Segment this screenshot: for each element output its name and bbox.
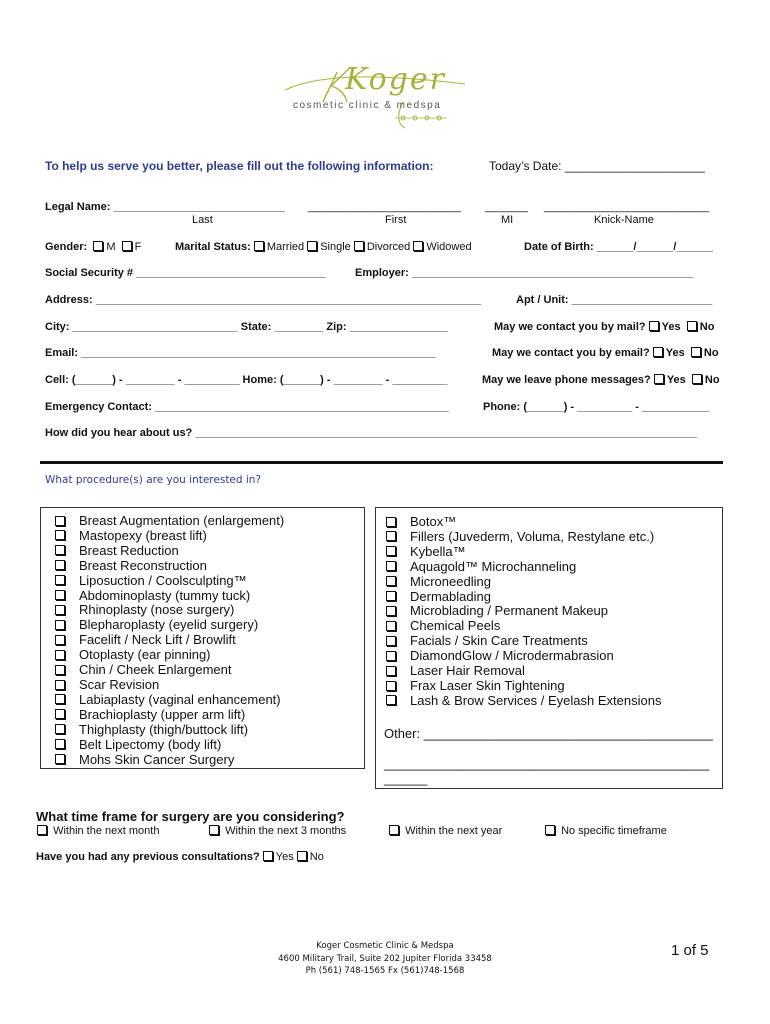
logo-subtitle: cosmetic clinic & medspa	[293, 100, 442, 111]
consult-yes-checkbox[interactable]	[263, 851, 273, 861]
procedures-left-list	[55, 514, 284, 767]
procedure-left-checkbox[interactable]	[55, 724, 65, 734]
procedure-left-item[interactable]	[55, 708, 284, 723]
mail-contact-question	[494, 321, 714, 333]
procedure-right-item[interactable]	[386, 575, 661, 590]
phone-no-checkbox[interactable]	[692, 374, 702, 384]
todays-date-field[interactable]: Today’s Date: _____________________	[489, 159, 705, 173]
procedure-left-item[interactable]	[55, 648, 284, 663]
email-question-label: May we contact you by email?	[492, 347, 650, 359]
procedure-left-checkbox[interactable]	[55, 709, 65, 719]
procedure-right-label: Kybella™	[410, 543, 466, 559]
email-field[interactable]: Email: __________________________________________________________	[45, 347, 436, 359]
phone-no-label: No	[704, 374, 720, 386]
dob-field[interactable]: Date of Birth: ______/______/______	[524, 241, 713, 253]
procedure-right-checkbox[interactable]	[386, 576, 396, 586]
consult-yes-label: Yes	[275, 851, 294, 863]
procedure-right-label: Dermablading	[410, 588, 491, 604]
timeframe-heading: What time frame for surgery are you considering?	[36, 809, 345, 824]
consult-no-label: No	[309, 851, 324, 863]
procedure-right-label: Laser Hair Removal	[410, 663, 525, 679]
timeframe-option-none[interactable]	[545, 825, 667, 837]
procedure-left-item[interactable]	[55, 589, 284, 604]
procedure-left-label: Abdominoplasty (tummy tuck)	[79, 587, 251, 603]
procedure-left-checkbox[interactable]	[55, 650, 65, 660]
marital-divorced-checkbox[interactable]	[354, 241, 364, 251]
ssn-field[interactable]: Social Security # _______________________________	[45, 267, 326, 279]
email-contact-question	[492, 347, 719, 359]
section-divider	[40, 461, 723, 464]
procedure-left-item[interactable]	[55, 678, 284, 693]
procedure-right-label: Aquagold™ Microchanneling	[410, 558, 577, 574]
mail-no-checkbox[interactable]	[687, 321, 697, 331]
timeframe-option-month[interactable]	[37, 825, 159, 837]
procedure-left-label: Liposuction / Coolsculpting™	[79, 572, 247, 588]
procedure-right-item[interactable]	[386, 515, 661, 530]
gender-f-label: F	[134, 241, 142, 253]
procedure-left-item[interactable]	[55, 723, 284, 738]
procedure-left-item[interactable]	[55, 559, 284, 574]
marital-married-label: Married	[266, 241, 305, 253]
procedure-right-label: Lash & Brow Services / Eyelash Extensions	[410, 692, 662, 708]
footer-name: Koger Cosmetic Clinic & Medspa	[316, 941, 454, 951]
procedure-left-label: Breast Augmentation (enlargement)	[79, 513, 285, 528]
legal-name-last-field[interactable]: Legal Name: ____________________________	[45, 201, 285, 213]
procedure-right-item[interactable]	[386, 679, 661, 694]
procedure-left-checkbox[interactable]	[55, 590, 65, 600]
apt-field[interactable]: Apt / Unit: _______________________	[516, 294, 713, 306]
marital-row	[175, 241, 472, 253]
procedure-left-label: Blepharoplasty (eyelid surgery)	[79, 617, 259, 633]
gender-label: Gender:	[45, 241, 88, 253]
procedure-right-item[interactable]	[386, 590, 661, 605]
consultations-question	[36, 851, 324, 863]
procedure-left-checkbox[interactable]	[55, 694, 65, 704]
procedure-left-item[interactable]	[55, 603, 284, 618]
procedure-right-label: Botox™	[410, 514, 457, 529]
procedure-left-label: Rhinoplasty (nose surgery)	[79, 602, 235, 618]
procedure-left-item[interactable]	[55, 663, 284, 678]
procedure-left-label: Scar Revision	[79, 676, 160, 692]
procedure-left-checkbox[interactable]	[55, 605, 65, 615]
procedure-right-label: Facials / Skin Care Treatments	[410, 633, 588, 649]
marital-divorced-label: Divorced	[366, 241, 411, 253]
procedure-right-item[interactable]	[386, 649, 661, 664]
email-no-checkbox[interactable]	[691, 347, 701, 357]
procedure-right-item[interactable]	[386, 604, 661, 619]
marital-single-label: Single	[320, 241, 351, 253]
procedure-right-item[interactable]	[386, 545, 661, 560]
procedures-heading: What procedure(s) are you interested in?	[45, 474, 262, 486]
procedure-right-checkbox[interactable]	[386, 681, 396, 691]
legal-name-nick-field[interactable]: ___________________________	[544, 201, 710, 213]
procedure-left-checkbox[interactable]	[55, 680, 65, 690]
timeframe-year-checkbox[interactable]	[389, 825, 399, 835]
gender-f-checkbox[interactable]	[122, 241, 132, 251]
procedure-left-item[interactable]	[55, 514, 284, 529]
procedure-left-checkbox[interactable]	[55, 665, 65, 675]
procedure-left-item[interactable]	[55, 529, 284, 544]
last-caption: Last	[192, 214, 213, 226]
procedure-right-label: Microneedling	[410, 573, 491, 589]
procedure-left-checkbox[interactable]	[55, 516, 65, 526]
logo-script: Koger	[345, 62, 446, 97]
intro-prompt: To help us serve you better, please fill out the following information:	[45, 159, 434, 173]
procedure-left-label: Brachioplasty (upper arm lift)	[79, 706, 246, 722]
other-procedure-field[interactable]: Other: ________________________________________	[384, 726, 713, 741]
procedure-left-checkbox[interactable]	[55, 575, 65, 585]
procedure-right-checkbox[interactable]	[386, 561, 396, 571]
mail-yes-checkbox[interactable]	[649, 321, 659, 331]
procedure-left-item[interactable]	[55, 753, 284, 768]
nick-caption: Knick-Name	[594, 214, 654, 226]
procedure-right-item[interactable]	[386, 560, 661, 575]
mi-caption: MI	[501, 214, 514, 226]
timeframe-month-checkbox[interactable]	[37, 825, 47, 835]
timeframe-option-year[interactable]	[389, 825, 502, 837]
city-state-zip-field[interactable]: City: ___________________________ State: ________ Zip: ________________	[45, 321, 448, 333]
phone-yes-checkbox[interactable]	[654, 374, 664, 384]
procedures-right-list	[386, 515, 661, 709]
procedure-left-label: Labiaplasty (vaginal enhancement)	[79, 691, 281, 707]
address-field[interactable]: Address: _______________________________________________________________	[45, 294, 482, 306]
procedure-left-label: Breast Reconstruction	[79, 557, 207, 573]
procedure-right-item[interactable]	[386, 634, 661, 649]
procedure-right-checkbox[interactable]	[386, 651, 396, 661]
procedure-left-checkbox[interactable]	[55, 754, 65, 764]
timeframe-none-checkbox[interactable]	[545, 825, 555, 835]
procedure-left-checkbox[interactable]	[55, 530, 65, 540]
email-yes-checkbox[interactable]	[653, 347, 663, 357]
email-yes-label: Yes	[665, 347, 685, 359]
timeframe-3months-label: Within the next 3 months	[225, 825, 347, 837]
procedure-left-checkbox[interactable]	[55, 739, 65, 749]
procedure-right-label: Microblading / Permanent Makeup	[410, 603, 608, 619]
legal-name-first-field[interactable]: _________________________	[308, 201, 461, 213]
marital-widowed-checkbox[interactable]	[413, 241, 423, 251]
timeframe-3months-checkbox[interactable]	[209, 825, 219, 835]
hear-about-field[interactable]: How did you hear about us? __________________________________________________________________________________	[45, 427, 697, 439]
procedure-left-item[interactable]	[55, 544, 284, 559]
procedure-left-label: Chin / Cheek Enlargement	[79, 662, 232, 678]
phone-messages-question	[482, 374, 720, 386]
procedure-left-label: Mastopexy (breast lift)	[79, 527, 207, 543]
procedure-right-item[interactable]	[386, 664, 661, 679]
procedure-left-item[interactable]	[55, 618, 284, 633]
procedure-left-checkbox[interactable]	[55, 545, 65, 555]
procedure-left-item[interactable]	[55, 574, 284, 589]
marital-widowed-label: Widowed	[426, 241, 472, 253]
mail-yes-label: Yes	[661, 321, 681, 333]
procedure-right-item[interactable]	[386, 530, 661, 545]
procedure-left-item[interactable]	[55, 693, 284, 708]
procedure-right-checkbox[interactable]	[386, 591, 396, 601]
other-procedure-line2[interactable]: _____________________________________________	[384, 756, 710, 771]
gender-row	[45, 241, 141, 253]
procedure-left-checkbox[interactable]	[55, 620, 65, 630]
procedure-right-checkbox[interactable]	[386, 695, 396, 705]
procedure-right-checkbox[interactable]	[386, 517, 396, 527]
procedure-right-label: Chemical Peels	[410, 618, 501, 634]
page-number: 1 of 5	[671, 942, 709, 959]
timeframe-year-label: Within the next year	[405, 825, 503, 837]
procedure-right-label: DiamondGlow / Microdermabrasion	[410, 648, 614, 664]
phone-yes-label: Yes	[666, 374, 686, 386]
procedure-right-checkbox[interactable]	[386, 606, 396, 616]
cell-home-field[interactable]: Cell: (______) - ________ - _________ Home: (______) - ________ - _________	[45, 374, 448, 386]
timeframe-none-label: No specific timeframe	[561, 825, 667, 837]
procedure-left-label: Mohs Skin Cancer Surgery	[79, 751, 235, 767]
marital-label: Marital Status:	[175, 241, 251, 253]
procedure-left-label: Thighplasty (thigh/buttock lift)	[79, 721, 249, 737]
procedure-left-label: Otoplasty (ear pinning)	[79, 647, 211, 663]
gender-m-label: M	[106, 241, 116, 253]
procedure-right-checkbox[interactable]	[386, 531, 396, 541]
emergency-phone-field[interactable]: Phone: (______) - _________ - ___________	[483, 401, 710, 413]
first-caption: First	[385, 214, 407, 226]
procedure-left-label: Belt Lipectomy (body lift)	[79, 736, 222, 752]
procedure-left-label: Breast Reduction	[79, 542, 179, 558]
employer-field[interactable]: Employer: ______________________________________________	[355, 267, 694, 279]
procedure-left-checkbox[interactable]	[55, 635, 65, 645]
procedure-right-item[interactable]	[386, 619, 661, 634]
procedure-right-item[interactable]	[386, 694, 661, 709]
procedure-left-item[interactable]	[55, 738, 284, 753]
procedure-left-item[interactable]	[55, 633, 284, 648]
procedure-right-label: Fillers (Juvederm, Voluma, Restylane etc.)	[410, 528, 655, 544]
footer-phones: Ph (561) 748-1565 Fx (561)748-1568	[305, 966, 465, 976]
other-procedure-line3[interactable]: ______	[384, 771, 428, 786]
timeframe-month-label: Within the next month	[53, 825, 160, 837]
consult-no-checkbox[interactable]	[297, 851, 307, 861]
procedure-left-label: Facelift / Neck Lift / Browlift	[79, 632, 236, 648]
procedure-right-checkbox[interactable]	[386, 666, 396, 676]
procedure-right-checkbox[interactable]	[386, 636, 396, 646]
legal-name-mi-field[interactable]: _______	[485, 201, 528, 213]
mail-question-label: May we contact you by mail?	[494, 321, 646, 333]
marital-single-checkbox[interactable]	[307, 241, 317, 251]
logo	[275, 62, 475, 132]
timeframe-option-3months[interactable]	[209, 825, 346, 837]
footer-address: 4600 Military Trail, Suite 202 Jupiter Florida 33458	[278, 954, 492, 964]
gender-m-checkbox[interactable]	[93, 241, 103, 251]
consult-label: Have you had any previous consultations?	[36, 851, 260, 863]
phone-question-label: May we leave phone messages?	[482, 374, 651, 386]
procedure-right-checkbox[interactable]	[386, 621, 396, 631]
mail-no-label: No	[699, 321, 715, 333]
emergency-contact-field[interactable]: Emergency Contact: ________________________________________________	[45, 401, 449, 413]
procedure-left-checkbox[interactable]	[55, 560, 65, 570]
email-no-label: No	[703, 347, 719, 359]
marital-married-checkbox[interactable]	[254, 241, 264, 251]
procedure-right-checkbox[interactable]	[386, 546, 396, 556]
procedure-right-label: Frax Laser Skin Tightening	[410, 677, 565, 693]
